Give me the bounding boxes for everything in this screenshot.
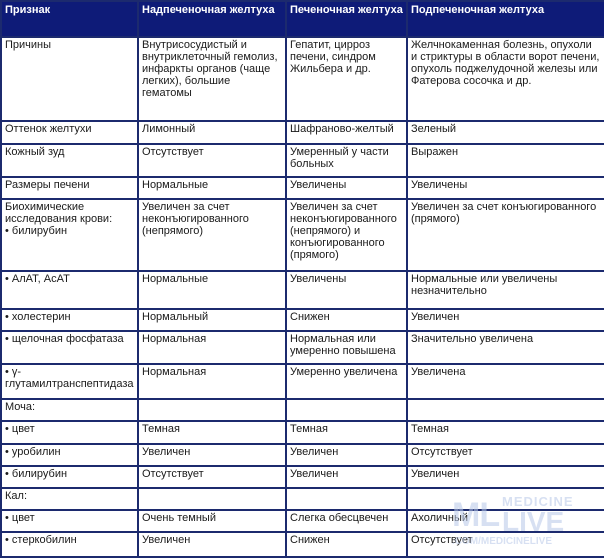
table-row <box>1 309 604 331</box>
cell-posthepatic: Отсутствует <box>407 444 604 466</box>
cell-hepatic: Увеличен <box>286 466 407 488</box>
table-row <box>1 421 604 443</box>
watermark-url: .COM/MEDICINELIVE <box>452 536 553 547</box>
cell-feature: Оттенок желтухи <box>1 121 138 143</box>
table-row <box>1 532 604 557</box>
header-cell-posthepatic: Подпеченочная желтуха <box>407 1 604 37</box>
cell-posthepatic: Отсутствует <box>407 532 604 557</box>
cell-posthepatic: Увеличен <box>407 466 604 488</box>
cell-posthepatic: Увеличена <box>407 364 604 399</box>
cell-hepatic: Увеличены <box>286 271 407 309</box>
cell-prehepatic: Нормальные <box>138 271 286 309</box>
table-row <box>1 37 604 121</box>
cell-feature: Биохимические исследования крови: • билирубин <box>1 199 138 271</box>
cell-hepatic: Увеличен <box>286 444 407 466</box>
header-cell-prehepatic: Надпеченочная желтуха <box>138 1 286 37</box>
cell-hepatic: Умеренно увеличена <box>286 364 407 399</box>
header-cell-feature: Признак <box>1 1 138 37</box>
table-row <box>1 144 604 177</box>
cell-feature: • щелочная фосфатаза <box>1 331 138 364</box>
cell-feature: Размеры печени <box>1 177 138 199</box>
cell-prehepatic: Нормальная <box>138 331 286 364</box>
table-row <box>1 331 604 364</box>
cell-hepatic: Увеличен за счет неконъюгированного (непрямого) и конъюгированного (прямого) <box>286 199 407 271</box>
cell-prehepatic: Отсутствует <box>138 144 286 177</box>
table-row <box>1 364 604 399</box>
cell-posthepatic <box>407 399 604 421</box>
cell-hepatic: Темная <box>286 421 407 443</box>
cell-hepatic: Нормальная или умеренно повышена <box>286 331 407 364</box>
cell-prehepatic: Увеличен <box>138 444 286 466</box>
cell-posthepatic: Темная <box>407 421 604 443</box>
table-row <box>1 488 604 510</box>
cell-feature: Причины <box>1 37 138 121</box>
cell-hepatic: Шафраново-желтый <box>286 121 407 143</box>
cell-prehepatic: Внутрисосудистый и внутриклеточный гемолиз, инфаркты органов (чаще легких), большие гематомы <box>138 37 286 121</box>
table-row <box>1 177 604 199</box>
cell-posthepatic: Увеличен за счет конъюгированного (прямого) <box>407 199 604 271</box>
cell-feature: • γ-глутамилтранспептидаза <box>1 364 138 399</box>
cell-prehepatic: Темная <box>138 421 286 443</box>
cell-hepatic: Слегка обесцвечен <box>286 510 407 532</box>
cell-posthepatic: Ахоличный <box>407 510 604 532</box>
cell-prehepatic: Лимонный <box>138 121 286 143</box>
cell-hepatic <box>286 488 407 510</box>
cell-feature: • цвет <box>1 510 138 532</box>
cell-feature: Моча: <box>1 399 138 421</box>
cell-prehepatic <box>138 488 286 510</box>
cell-hepatic: Гепатит, цирроз печени, синдром Жильбера и др. <box>286 37 407 121</box>
table-row <box>1 121 604 143</box>
cell-posthepatic: Желчнокаменная болезнь, опухоли и стриктуры в области ворот печени, опухоль поджелудочной железы или Фатерова сосочка и др. <box>407 37 604 121</box>
cell-posthepatic: Увеличен <box>407 309 604 331</box>
table-row <box>1 271 604 309</box>
header-row <box>1 1 604 37</box>
cell-prehepatic: Нормальные <box>138 177 286 199</box>
cell-feature: • стеркобилин <box>1 532 138 557</box>
cell-hepatic: Снижен <box>286 532 407 557</box>
cell-posthepatic: Зеленый <box>407 121 604 143</box>
cell-prehepatic: Очень темный <box>138 510 286 532</box>
cell-prehepatic: Нормальный <box>138 309 286 331</box>
cell-feature: • холестерин <box>1 309 138 331</box>
cell-hepatic: Снижен <box>286 309 407 331</box>
cell-hepatic <box>286 399 407 421</box>
cell-hepatic: Умеренный у части больных <box>286 144 407 177</box>
cell-prehepatic: Нормальная <box>138 364 286 399</box>
table-row <box>1 510 604 532</box>
table-row <box>1 399 604 421</box>
table-row <box>1 199 604 271</box>
cell-posthepatic: Нормальные или увеличены незначительно <box>407 271 604 309</box>
cell-prehepatic: Отсутствует <box>138 466 286 488</box>
cell-feature: • цвет <box>1 421 138 443</box>
cell-feature: Кожный зуд <box>1 144 138 177</box>
cell-prehepatic: Увеличен <box>138 532 286 557</box>
cell-prehepatic <box>138 399 286 421</box>
table-row <box>1 466 604 488</box>
table-body <box>1 1 604 557</box>
cell-posthepatic: Выражен <box>407 144 604 177</box>
table-row <box>1 444 604 466</box>
cell-feature: • АлАТ, АсАТ <box>1 271 138 309</box>
cell-posthepatic: Значительно увеличена <box>407 331 604 364</box>
cell-hepatic: Увеличены <box>286 177 407 199</box>
watermark-medicine: MEDICINE <box>502 494 574 509</box>
watermark-live: LIVE <box>502 506 565 537</box>
cell-posthepatic <box>407 488 604 510</box>
cell-feature: • уробилин <box>1 444 138 466</box>
watermark-ml: ML <box>452 496 500 534</box>
cell-posthepatic: Увеличены <box>407 177 604 199</box>
header-cell-hepatic: Печеночная желтуха <box>286 1 407 37</box>
cell-prehepatic: Увеличен за счет неконъюгированного (непрямого) <box>138 199 286 271</box>
cell-feature: Кал: <box>1 488 138 510</box>
cell-feature: • билирубин <box>1 466 138 488</box>
